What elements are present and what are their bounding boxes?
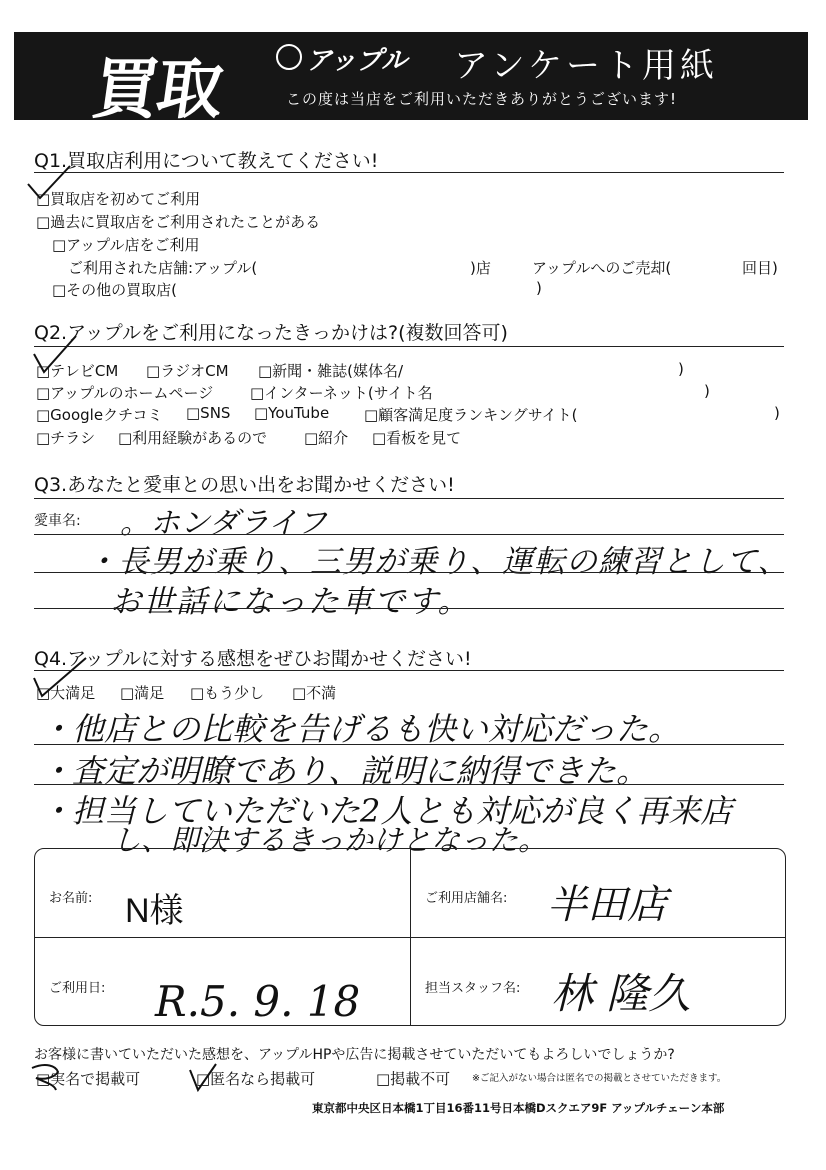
customer-info-box	[34, 848, 786, 1026]
q2-option-signboard[interactable]: □看板を見て	[372, 429, 462, 447]
logo-mark-icon	[276, 44, 302, 70]
option-anonymous-ok[interactable]: □匿名なら掲載可	[196, 1070, 316, 1088]
date-value: R.5. 9. 18	[155, 977, 361, 1026]
staff-label: 担当スタッフ名:	[425, 981, 521, 996]
q3-car-label: 愛車名:	[34, 513, 81, 529]
q2-option-referral[interactable]: □紹介	[304, 429, 349, 447]
q3-title: Q3.あなたと愛車との思い出をお聞かせください!	[34, 474, 455, 496]
hq-address: 東京都中央区日本橋1丁目16番11号日本橋Dスクエア9F アップルチェーン本部	[312, 1101, 725, 1115]
q2-option-homepage[interactable]: □アップルのホームページ	[36, 384, 214, 402]
name-label: お名前:	[49, 891, 93, 906]
q4-rule	[34, 670, 784, 671]
q2-option-sns[interactable]: □SNS	[186, 404, 231, 422]
q2-option-experience[interactable]: □利用経験があるので	[118, 429, 268, 447]
q3-line-3	[34, 608, 784, 609]
q2-option-google-review[interactable]: □Googleクチコミ	[36, 406, 163, 424]
q4-option-could-be-better[interactable]: □もう少し	[190, 684, 265, 702]
header-thanks: この度は当店をご利用いただきありがとうございます!	[286, 90, 678, 108]
q1-sell-suffix: 回目)	[742, 259, 778, 277]
store-label: ご利用店舗名:	[425, 891, 508, 906]
q1-title: Q1.買取店利用について教えてください!	[34, 150, 379, 172]
q3-line-1	[34, 534, 784, 535]
q2-option-youtube[interactable]: □YouTube	[254, 404, 330, 422]
q2-option-internet[interactable]: □インターネット(サイト名	[250, 384, 433, 402]
q4-option-satisfied[interactable]: □満足	[120, 684, 165, 702]
box-horizontal-divider	[35, 937, 785, 938]
q3-memory-line-1: ・長男が乗り、三男が乗り、運転の練習として、	[86, 544, 790, 580]
header-banner	[14, 32, 808, 128]
q1-store-suffix: )店	[470, 259, 491, 277]
footer-note: ※ご記入がない場合は匿名での掲載とさせていただきます。	[472, 1073, 727, 1084]
q1-store-used-label: ご利用された店舗:アップル(	[68, 259, 258, 277]
q4-option-dissatisfied[interactable]: □不満	[292, 684, 337, 702]
header-big-title: 買取	[87, 51, 227, 128]
q4-comment-3: ・担当していただいた2人とも対応が良く再来店	[40, 792, 733, 830]
staff-value: 林 隆久	[551, 969, 691, 1018]
q2-option-newspaper[interactable]: □新聞・雑誌(媒体名/	[258, 362, 404, 380]
q3-memory-line-2: お世話になった車です。	[110, 584, 471, 620]
q1-option-first-time[interactable]: □買取店を初めてご利用	[36, 190, 201, 208]
q2-option-flyer[interactable]: □チラシ	[36, 429, 96, 447]
q2-row1-close: )	[678, 360, 684, 378]
option-named-ok[interactable]: □実名で掲載可	[36, 1070, 141, 1088]
q1-rule	[34, 172, 784, 173]
q3-car-name: 。ホンダライフ	[120, 506, 327, 541]
date-label: ご利用日:	[49, 981, 106, 996]
q4-option-very-satisfied[interactable]: □大満足	[36, 684, 96, 702]
q4-comment-4: し、即決するきっかけとなった。	[112, 823, 548, 857]
q1-option-past[interactable]: □過去に買取店をご利用されたことがある	[36, 213, 321, 231]
q2-title: Q2.アップルをご利用になったきっかけは?(複数回答可)	[34, 322, 508, 344]
q4-title: Q4.アップルに対する感想をぜひお聞かせください!	[34, 648, 472, 670]
q4-comment-1: ・他店との比較を告げるも快い対応だった。	[40, 710, 681, 748]
q2-option-tv-cm[interactable]: □テレビCM	[36, 362, 119, 380]
permission-question: お客様に書いていただいた感想を、アップルHPや広告に掲載させていただいてもよろしいでしょうか?	[34, 1047, 675, 1063]
logo-text: アップル	[306, 46, 408, 76]
q2-row3-close: )	[774, 404, 780, 422]
option-not-allowed[interactable]: □掲載不可	[376, 1070, 451, 1088]
q1-other-close: )	[536, 279, 542, 297]
q1-option-other[interactable]: □その他の買取店(	[52, 281, 178, 299]
q3-line-2	[34, 572, 784, 573]
q2-option-ranking-site[interactable]: □顧客満足度ランキングサイト(	[364, 406, 578, 424]
q4-comment-2: ・査定が明瞭であり、説明に納得できた。	[40, 752, 649, 790]
q4-line-1	[34, 744, 784, 745]
name-value: N様	[125, 892, 184, 930]
q1-option-apple[interactable]: □アップル店をご利用	[52, 236, 200, 254]
store-value: 半田店	[547, 882, 667, 928]
form-title: アンケート用紙	[454, 46, 718, 86]
q2-option-radio-cm[interactable]: □ラジオCM	[146, 362, 229, 380]
q1-sell-count-label: アップルへのご売却(	[532, 259, 672, 277]
q2-row2-close: )	[704, 382, 710, 400]
q4-line-2	[34, 784, 784, 785]
q2-rule	[34, 346, 784, 347]
